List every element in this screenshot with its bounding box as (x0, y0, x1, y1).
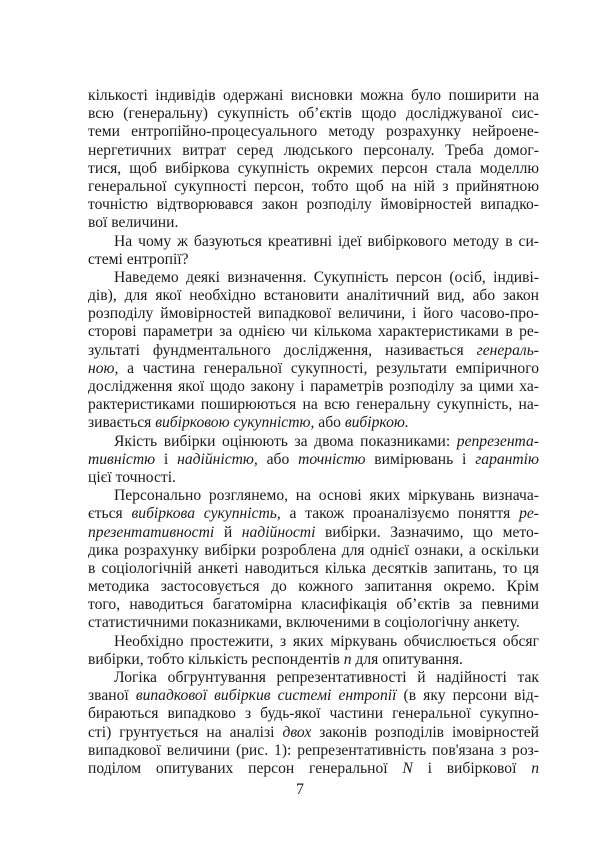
text-line (88, 105, 539, 123)
text-segment: званої (88, 687, 136, 705)
text-segment: Наведемо деякі визначення. Сукупність персон (осіб, індиві- (114, 268, 539, 286)
text-line (88, 196, 539, 214)
text-line (88, 451, 539, 469)
italic-text: гарантію (475, 450, 539, 468)
text-line (88, 323, 539, 341)
text-segment: стемі ентропії? (88, 250, 189, 268)
text-segment: поділом опитуваних персон генеральної (88, 759, 403, 777)
italic-text: презентативності (88, 523, 215, 541)
paragraph (88, 433, 539, 488)
text-segment: Необхідно простежити, з яких міркувань обчислюється обсяг (114, 632, 539, 650)
italic-text: випадкової вибіркив системі ентропії (135, 687, 397, 705)
text-line (88, 396, 539, 414)
text-segment: тися, щоб вибіркова сукупність окремих персон стала моделлю (88, 159, 539, 177)
text-line (88, 705, 539, 723)
text-line (88, 160, 539, 178)
text-line (88, 269, 539, 287)
text-segment: дослідження якої щодо закону і параметрів розподілу за цими ха- (88, 378, 539, 395)
italic-text: ре- (519, 505, 539, 523)
text-line (88, 305, 539, 323)
italic-text: надійності (241, 523, 316, 541)
text-line (88, 742, 539, 760)
paragraph (88, 633, 539, 669)
text-segment: випадкової величини (рис. 1): репрезентативність пов'язана з роз- (88, 741, 539, 759)
text-segment: рактеристиками поширюються на всю генеральну сукупність, на- (88, 396, 539, 414)
text-segment: вибірки. Зазначимо, що мето- (315, 523, 539, 541)
text-segment: всю (генеральну) сукупність об’єктів щодо досліджуваної сис- (88, 105, 539, 123)
text-segment: або (314, 414, 345, 432)
text-line (88, 669, 539, 687)
paragraph (88, 233, 539, 269)
text-segment: генеральної сукупності персон, тобто щоб на ній з прийнятною (88, 177, 539, 195)
page-number: 7 (296, 781, 304, 798)
italic-text: тивністю (88, 450, 156, 468)
text-line (88, 687, 539, 705)
text-segment: дика розрахунку вибірки розроблена для однієї ознаки, а оскільки (88, 541, 539, 559)
text-segment: кількості індивідів одержані висновки можна було поширити на (88, 87, 539, 104)
italic-text: репрезента- (456, 432, 539, 450)
text-line (88, 414, 539, 432)
text-line (88, 596, 539, 614)
italic-text: n (531, 759, 540, 777)
text-segment: статистичними показниками, включеними в соціологічну анкету. (88, 614, 520, 632)
text-segment: нергетичних витрат серед людського персоналу. Треба домог- (88, 141, 539, 159)
text-segment: законів розподілів імовірностей (311, 723, 539, 741)
text-line (88, 123, 539, 141)
text-segment: методика застосовується до кожного запитання окремо. Крім (88, 578, 539, 596)
text-segment: вимірювань і (365, 450, 476, 468)
text-line (88, 342, 539, 360)
text-line (88, 469, 539, 487)
text-line (88, 560, 539, 578)
text-line (88, 142, 539, 160)
text-segment: вибірки, тобто кількість респондентів (88, 650, 344, 668)
text-line (88, 378, 539, 396)
paragraph (88, 269, 539, 433)
italic-text: надійністю, (177, 450, 258, 468)
italic-text: вибіркою. (344, 414, 409, 432)
text-segment: цієї точності. (88, 468, 176, 486)
paragraph (88, 87, 539, 233)
paragraph (88, 669, 539, 778)
text-line (88, 251, 539, 269)
text-segment: в соціологічній анкеті наводиться кілька десятків запитань, то ця (88, 559, 539, 577)
text-segment: сторові параметри за однією чи кількома характеристиками в ре- (88, 323, 539, 341)
text-segment: Якість вибірки оцінюють за двома показниками: (114, 432, 457, 450)
italic-text: N (402, 759, 413, 777)
text-segment: зультаті фундментального дослідження, називається (88, 341, 477, 359)
text-segment: того, наводиться багатомірна класифікація об’єктів за певними (88, 596, 539, 614)
paragraph (88, 487, 539, 633)
text-segment: і (155, 450, 178, 468)
italic-text: двох (282, 723, 312, 741)
italic-text: ною, (88, 359, 119, 377)
page-body-text (88, 87, 539, 778)
text-segment: вої величини. (88, 214, 179, 232)
italic-text: вибіркова сукупність, (131, 505, 281, 523)
text-segment: Логіка обгрунтування репрезентативності й надійності так (114, 669, 539, 686)
text-segment: дів), для якої необхідно встановити аналітичний вид, або закон (88, 287, 539, 305)
text-segment: сті) грунтується на аналізі (88, 723, 283, 741)
text-line (88, 614, 539, 632)
text-segment: й (214, 523, 242, 541)
text-line (88, 87, 539, 105)
text-line (88, 578, 539, 596)
italic-text: вибірковою сукупністю, (155, 414, 315, 432)
text-line (88, 651, 539, 669)
text-line (88, 233, 539, 251)
text-line (88, 433, 539, 451)
text-segment: (в яку персони від- (396, 687, 539, 705)
text-line (88, 360, 539, 378)
text-segment: а частина генеральної сукупності, результати емпіричного (118, 359, 539, 377)
text-segment: теми ентропійно-процесуального методу розрахунку нейроене- (88, 123, 539, 141)
italic-text: n (343, 650, 352, 668)
text-line (88, 178, 539, 196)
text-segment: На чому ж базуються креативні ідеї вибіркового методу в си- (114, 232, 539, 250)
text-line (88, 524, 539, 542)
text-segment: бираються випадково з будь-якої частини генеральної сукупно- (88, 705, 539, 723)
text-segment: зивається (88, 414, 156, 432)
text-line (88, 760, 539, 778)
text-segment: для опитування. (351, 650, 463, 668)
text-segment: а також проаналізуємо поняття (280, 505, 520, 523)
italic-text: точністю (298, 450, 366, 468)
text-segment: розподілу ймовірностей випадкової величини, і його часово-про- (88, 305, 539, 323)
text-segment: і вибіркової (412, 759, 532, 777)
text-segment: Персонально розглянемо, на основі яких міркувань визнача- (114, 487, 539, 505)
text-line (88, 724, 539, 742)
italic-text: генераль- (476, 341, 539, 359)
text-line (88, 542, 539, 560)
text-line (88, 214, 539, 232)
text-segment: точністю відтворювався закон розподілу ймовірностей випадко- (88, 196, 539, 214)
text-line (88, 505, 539, 523)
text-line (88, 287, 539, 305)
text-line (88, 487, 539, 505)
text-line (88, 633, 539, 651)
text-segment: ється (88, 505, 132, 523)
text-segment: або (257, 450, 299, 468)
